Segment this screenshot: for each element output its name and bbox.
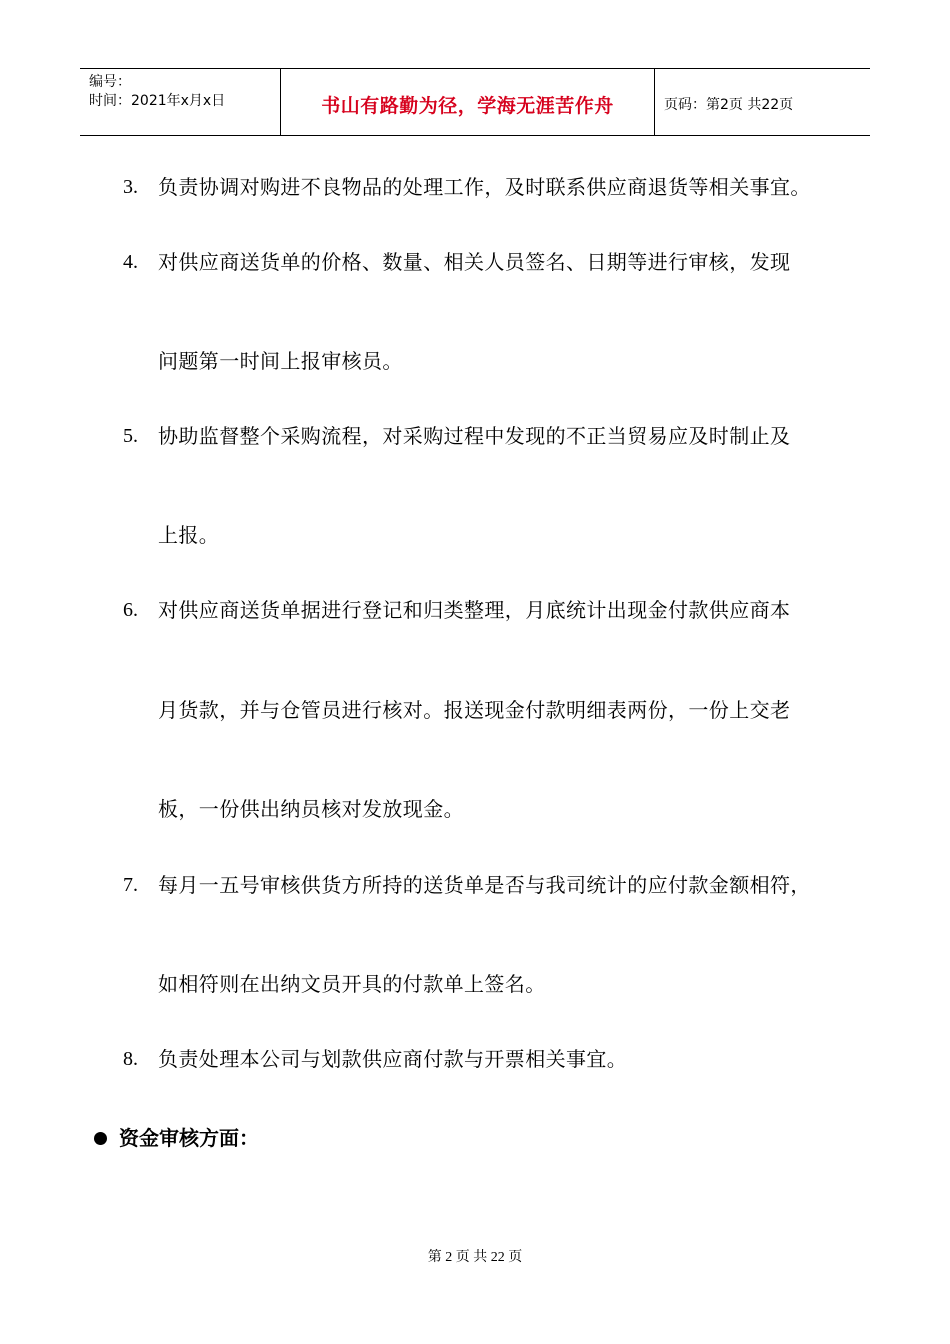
bullet-icon [94,1132,107,1145]
item-line: 月货款，并与仓管员进行核对。报送现金付款明细表两份，一份上交老 [158,698,791,722]
time-label: 时间：2021年x月x日 [89,93,226,109]
item-line: 负责协调对购进不良物品的处理工作，及时联系供应商退货等相关事宜。 [158,175,811,199]
item-line: 协助监督整个采购流程，对采购过程中发现的不正当贸易应及时制止及 [158,424,791,448]
item-number: 3. [123,176,138,198]
header-page-info: 页码：第2页 共22页 [664,97,794,113]
item-number: 8. [123,1048,138,1070]
item-line: 如相符则在出纳文员开具的付款单上签名。 [158,972,546,996]
page-footer: 第 2 页 共 22 页 [427,1250,523,1265]
item-line: 对供应商送货单据进行登记和归类整理，月底统计出现金付款供应商本 [158,598,791,622]
item-number: 4. [123,251,138,273]
item-line: 负责处理本公司与划款供应商付款与开票相关事宜。 [158,1047,628,1071]
item-line: 问题第一时间上报审核员。 [158,349,403,373]
item-line: 板，一份供出纳员核对发放现金。 [158,797,464,821]
item-number: 5. [123,425,138,447]
header-motto: 书山有路勤为径，学海无涯苦作舟 [281,69,655,135]
page-header [80,68,870,136]
serial-label: 编号： [89,74,131,90]
header-meta-cell [80,69,281,135]
item-line: 每月一五号审核供货方所持的送货单是否与我司统计的应付款金额相符， [158,873,811,897]
item-line: 上报。 [158,523,220,547]
section-heading: 资金审核方面： [119,1126,259,1150]
item-number: 6. [123,599,138,621]
item-line: 对供应商送货单的价格、数量、相关人员签名、日期等进行审核，发现 [158,250,791,274]
item-number: 7. [123,874,138,896]
